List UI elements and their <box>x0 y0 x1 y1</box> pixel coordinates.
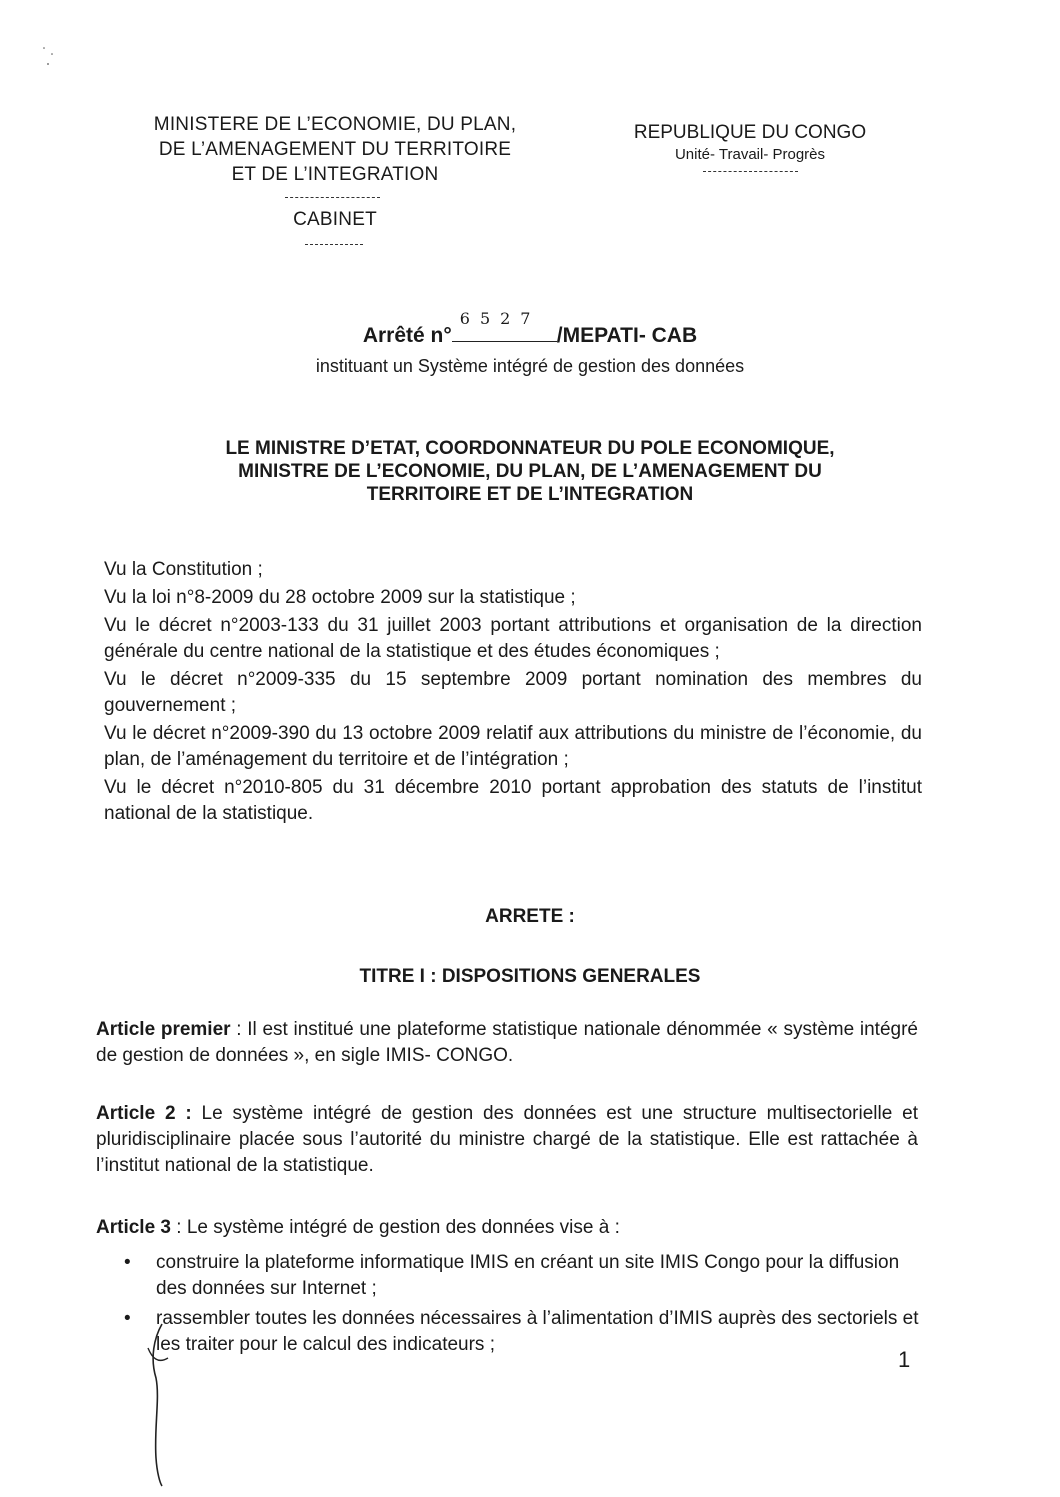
minister-line-2: MINISTRE DE L’ECONOMIE, DU PLAN, DE L’AMENAGEMENT DU <box>238 461 822 482</box>
cabinet-label: CABINET <box>293 209 377 230</box>
scan-specks <box>30 40 60 80</box>
consideration: Vu la loi n°8-2009 du 28 octobre 2009 sur la statistique ; <box>104 587 576 608</box>
list-item-text: rassembler toutes les données nécessaires à l’alimentation d’IMIS auprès des sectoriels et les traiter pour le calcul des indicateurs ; <box>156 1308 919 1355</box>
consideration: Vu le décret n°2009-390 du 13 octobre 2009 relatif aux attributions du ministre de l’économie, du plan, de l’aménagement du territoire et de l’intégration ; <box>104 723 922 770</box>
decree-suffix: /MEPATI- CAB <box>556 324 698 347</box>
decree-number-line <box>452 309 557 342</box>
consideration: Vu la Constitution ; <box>104 559 263 580</box>
article-text: Le système intégré de gestion des données est une structure multisectorielle et pluridisciplinaire placée sous l’autorité du ministre chargé de la statistique. Elle est rattachée à l’institut national de la statistique. <box>96 1103 918 1176</box>
republic-motto: Unité- Travail- Progrès <box>674 146 826 163</box>
article-3 <box>96 1215 918 1241</box>
decree-number: 6527 <box>459 309 541 328</box>
minister-line-3: TERRITOIRE ET DE L’INTEGRATION <box>366 484 694 505</box>
consideration: Vu le décret n°2003-133 du 31 juillet 2003 portant attributions et organisation de la direction générale du centre national de la statistique et des études économiques ; <box>104 615 922 662</box>
handwritten-mark <box>140 1318 200 1488</box>
consideration: Vu le décret n°2010-805 du 31 décembre 2010 portant approbation des statuts de l’institut national de la statistique. <box>104 777 922 824</box>
minister-title <box>150 437 910 506</box>
article-text: : Le système intégré de gestion des données vise à : <box>170 1217 620 1238</box>
decree-title <box>0 309 1060 348</box>
republic-header <box>600 121 900 172</box>
article-3-list <box>120 1250 920 1362</box>
republic-name: REPUBLIQUE DU CONGO <box>633 122 867 143</box>
minister-line-1: LE MINISTRE D’ETAT, COORDONNATEUR DU POLE ECONOMIQUE, <box>225 438 835 459</box>
article-label: Article 3 <box>96 1217 171 1238</box>
consideration: Vu le décret n°2009-335 du 15 septembre 2009 portant nomination des membres du gouvernement ; <box>104 669 922 716</box>
article-premier <box>96 1017 918 1069</box>
decree-subtitle: instituant un Système intégré de gestion des données <box>315 356 745 376</box>
list-item-text: construire la plateforme informatique IMIS en créant un site IMIS Congo pour la diffusion des données sur Internet ; <box>156 1252 900 1299</box>
bullet-icon: • <box>124 1308 131 1329</box>
cabinet-divider <box>305 244 363 245</box>
list-item <box>120 1250 920 1302</box>
ministry-line-2: DE L’AMENAGEMENT DU TERRITOIRE <box>158 139 512 160</box>
ministry-header <box>120 112 550 245</box>
article-label: Article premier <box>96 1019 231 1040</box>
bullet-icon: • <box>124 1252 131 1273</box>
ministry-line-3: ET DE L’INTEGRATION <box>231 164 439 185</box>
titre-heading: TITRE I : DISPOSITIONS GENERALES <box>359 966 701 987</box>
page-number: 1 <box>898 1347 911 1372</box>
article-label: Article 2 : <box>96 1103 192 1124</box>
considerations <box>104 557 922 829</box>
decree-prefix: Arrêté n° <box>362 324 452 347</box>
motto-divider <box>703 171 798 172</box>
arrete-heading: ARRETE : <box>485 906 575 927</box>
list-item <box>120 1306 920 1358</box>
article-2 <box>96 1101 918 1179</box>
header-divider <box>285 197 380 198</box>
article-text: : Il est institué une plateforme statistique nationale dénommée « système intégré de gestion de données », en sigle IMIS- CONGO. <box>96 1019 918 1066</box>
ministry-line-1: MINISTERE DE L’ECONOMIE, DU PLAN, <box>153 114 517 135</box>
